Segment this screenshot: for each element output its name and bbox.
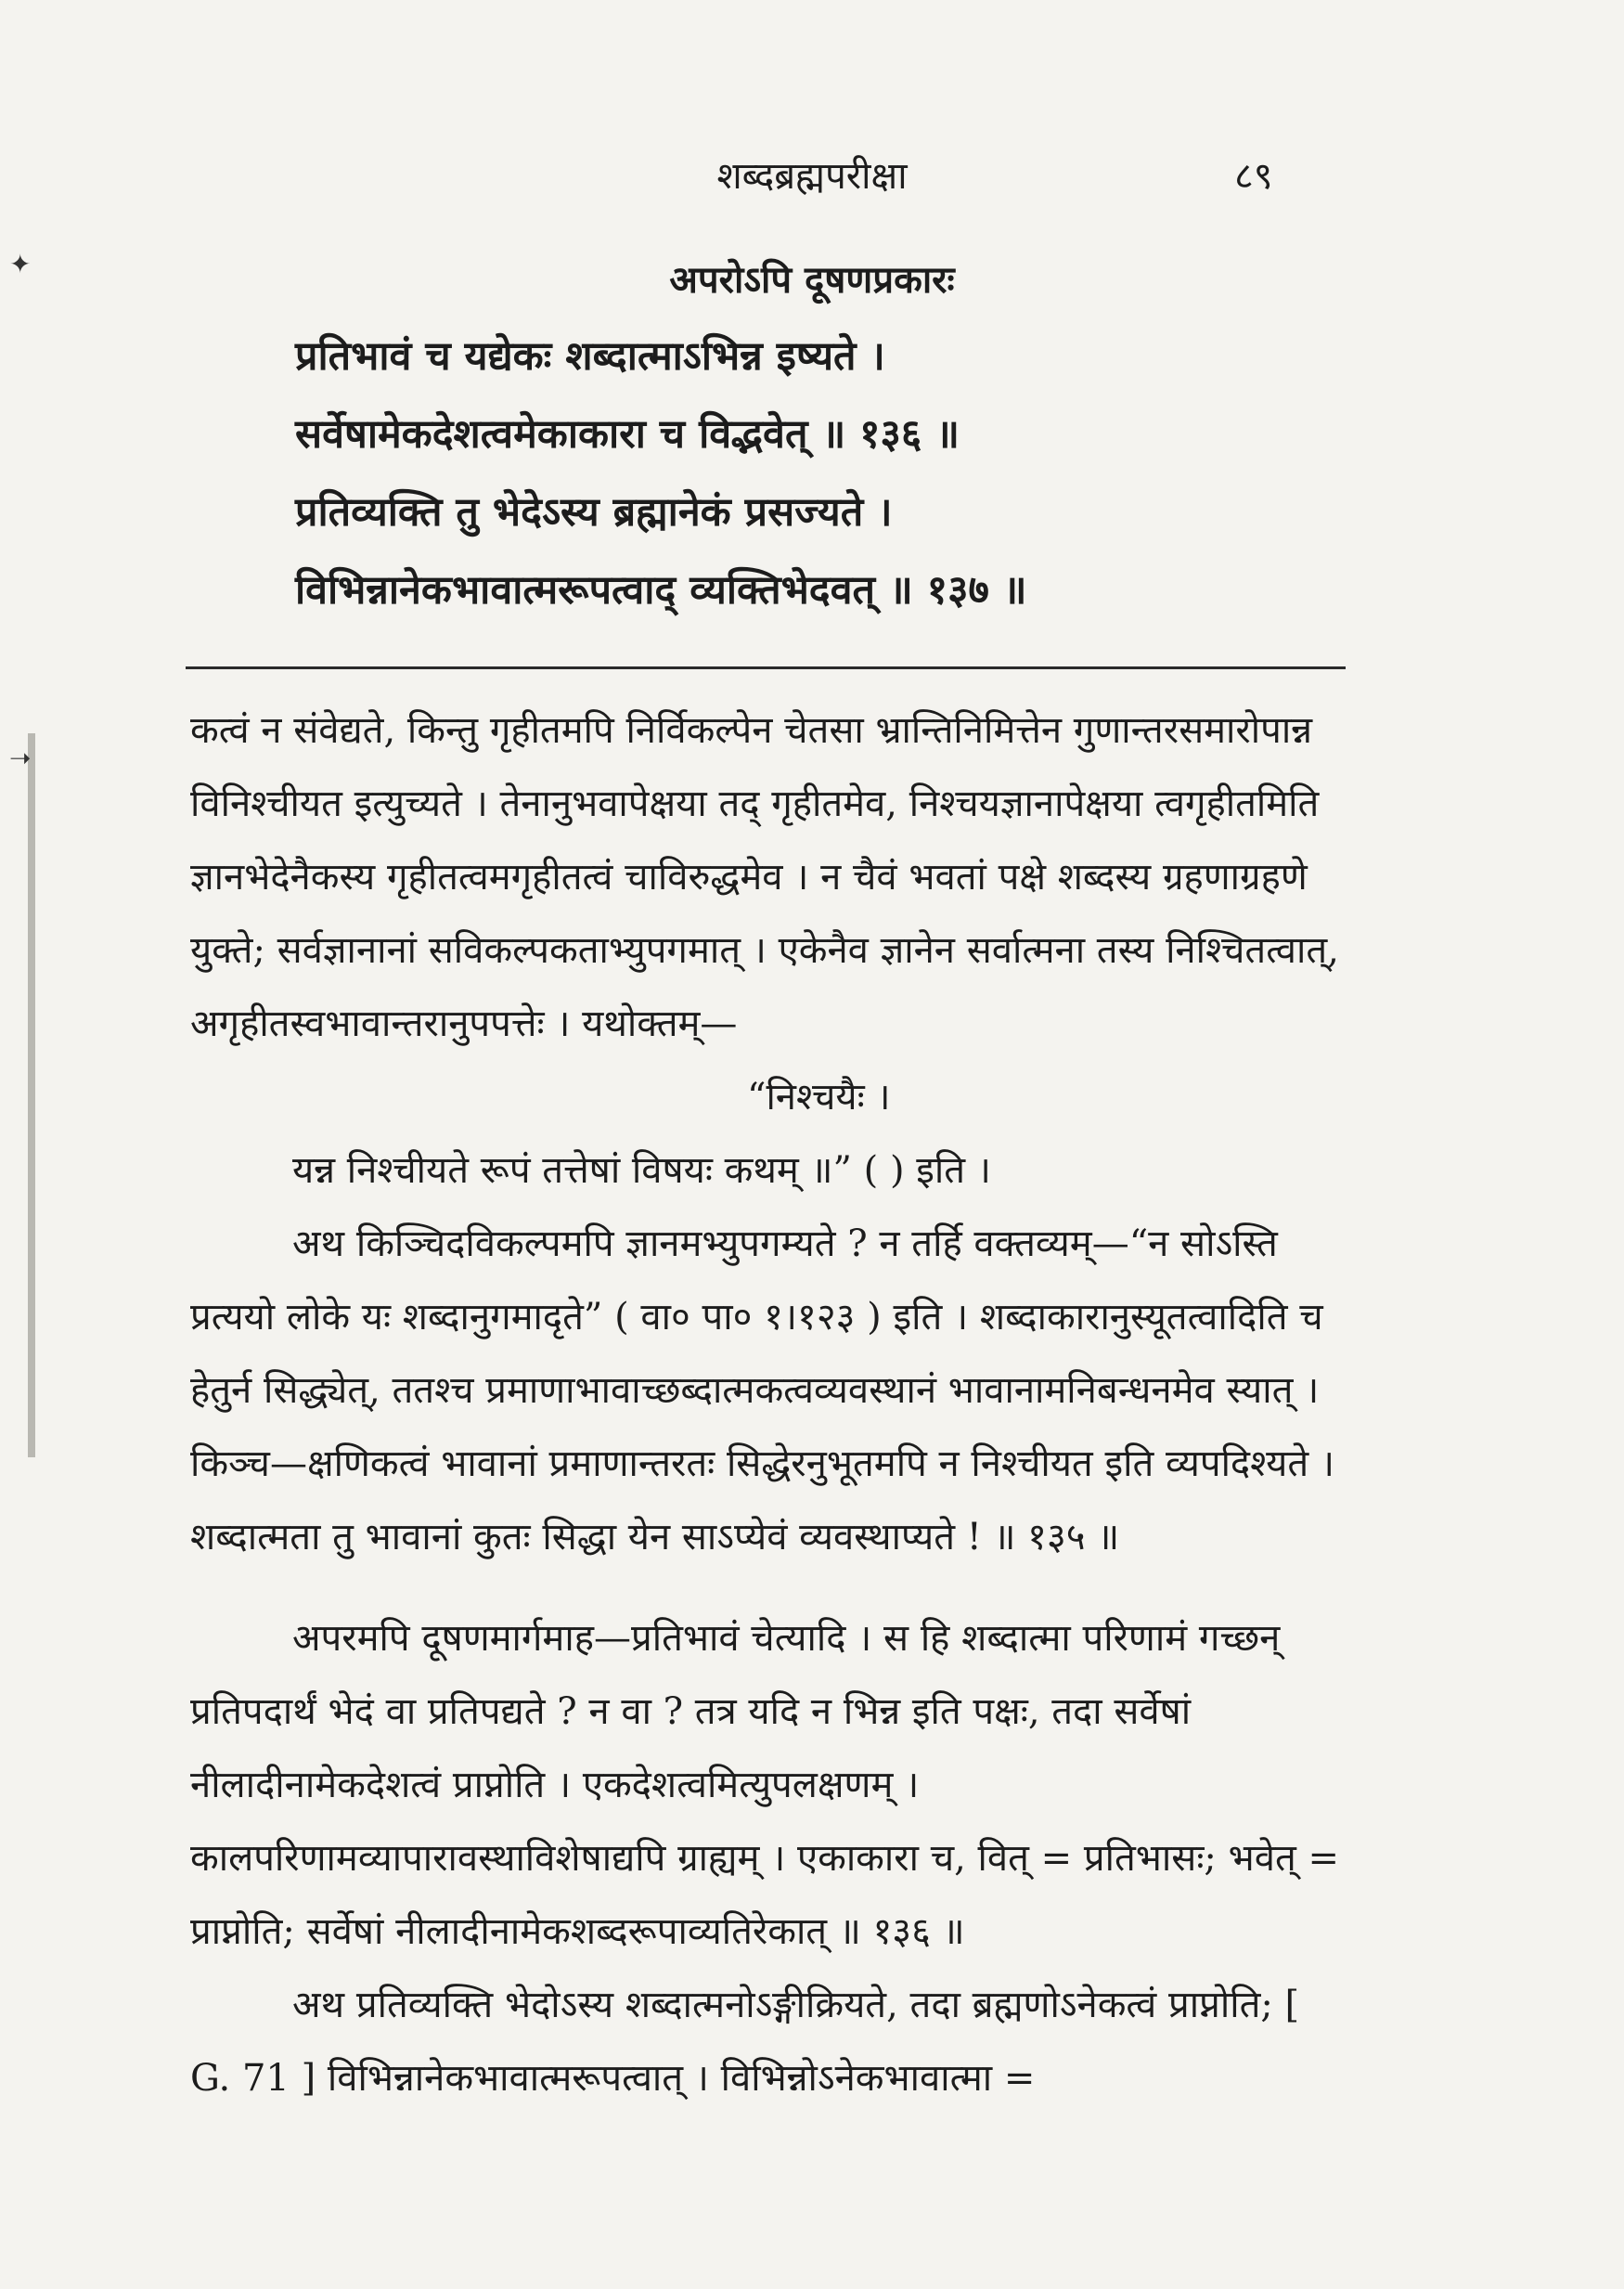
verse-separator-rule	[186, 666, 1346, 669]
edge-speck: ✦	[9, 249, 32, 279]
verse-line-3: प्रतिव्यक्ति तु भेदेऽस्य ब्रह्मानेकं प्रसज्यते ।	[295, 489, 893, 536]
verse-line-4: विभिन्नानेकभावात्मरूपत्वाद् व्यक्तिभेदवत् ॥ १३७ ॥	[295, 567, 1027, 614]
binding-edge-mark	[28, 733, 35, 1457]
quotation-line-2: यन्न निश्चीयते रूपं तत्तेषां विषयः कथम् ॥” ( ) इति ।	[292, 1149, 991, 1192]
page-number: ८९	[1234, 155, 1273, 198]
commentary-paragraph-3: अपरमपि दूषणमार्गमाह—प्रतिभावं चेत्यादि । स हि शब्दात्मा परिणामं गच्छन् प्रतिपदार्थं भेदं वा प्रतिपद्यते ? न वा ? तत्र यदि न भिन्न इति पक्षः, तदा सर्वेषां नीलादीनामेकदेशत्वं प्राप्नोति । एकदेशत्वमित्युपलक्षणम् । कालपरिणामव्यापारावस्थाविशेषाद्यपि ग्राह्यम् । एकाकारा च, वित् = प्रतिभासः; भवेत् = प्राप्नोति; सर्वेषां नीलादीनामेकशब्दरूपाव्यतिरेकात् ॥ १३६ ॥	[190, 1617, 1339, 1953]
edge-arrow-mark: ➝	[9, 743, 32, 773]
commentary-paragraph-4: अथ प्रतिव्यक्ति भेदोऽस्य शब्दात्मनोऽङ्गीक्रियते, तदा ब्रह्मणोऽनेकत्वं प्राप्नोति; [ G. 71 ] विभिन्नानेकभावात्मरूपत्वात् । विभिन्नोऽनेकभावात्मा =	[190, 1984, 1300, 2100]
quotation-line-1: “निश्चयैः ।	[747, 1076, 891, 1119]
commentary-text	[190, 694, 1346, 2115]
commentary-paragraph-1: कत्वं न संवेद्यते, किन्तु गृहीतमपि निर्विकल्पेन चेतसा भ्रान्तिनिमित्तेन गुणान्तरसमारोपान्न विनिश्चीयत इत्युच्यते । तेनानुभवापेक्षया तद् गृहीतमेव, निश्चयज्ञानापेक्षया त्वगृहीतमिति ज्ञानभेदेनैकस्य गृहीतत्वमगृहीतत्वं चाविरुद्धमेव । न चैवं भवतां पक्षे शब्दस्य ग्रहणाग्रहणे युक्ते; सर्वज्ञानानां सविकल्पकताभ्युपगमात् । एकेनैव ज्ञानेन सर्वात्मना तस्य निश्चितत्वात्, अगृहीतस्वभावान्तरानुपपत्तेः । यथोक्तम्—	[190, 709, 1339, 1045]
verse-line-2: सर्वेषामेकदेशत्वमेकाकारा च विद्भवेत् ॥ १३६ ॥	[295, 411, 960, 458]
commentary-paragraph-2: अथ किञ्चिदविकल्पमपि ज्ञानमभ्युपगम्यते ? न तर्हि वक्तव्यम्—“न सोऽस्ति प्रत्ययो लोके यः शब्दानुगमादृते” ( वा० पा० १।१२३ ) इति । शब्दाकारानुस्यूतत्वादिति च हेतुर्न सिद्ध्येत्, ततश्च प्रमाणाभावाच्छब्दात्मकत्वव्यवस्थानं भावानामनिबन्धनमेव स्यात् । किञ्च—क्षणिकत्वं भावानां प्रमाणान्तरतः सिद्धेरनुभूतमपि न निश्चीयत इति व्यपदिश्यते । शब्दात्मता तु भावानां कुतः सिद्धा येन साऽप्येवं व्यवस्थाप्यते ! ॥ १३५ ॥	[190, 1222, 1335, 1558]
running-title: शब्दब्रह्मपरीक्षा	[716, 155, 908, 198]
verse-line-1: प्रतिभावं च यद्येकः शब्दात्माऽभिन्न इष्यते ।	[295, 333, 885, 380]
section-subhead: अपरोऽपि दूषणप्रकारः	[669, 258, 955, 302]
running-head	[0, 149, 1624, 204]
